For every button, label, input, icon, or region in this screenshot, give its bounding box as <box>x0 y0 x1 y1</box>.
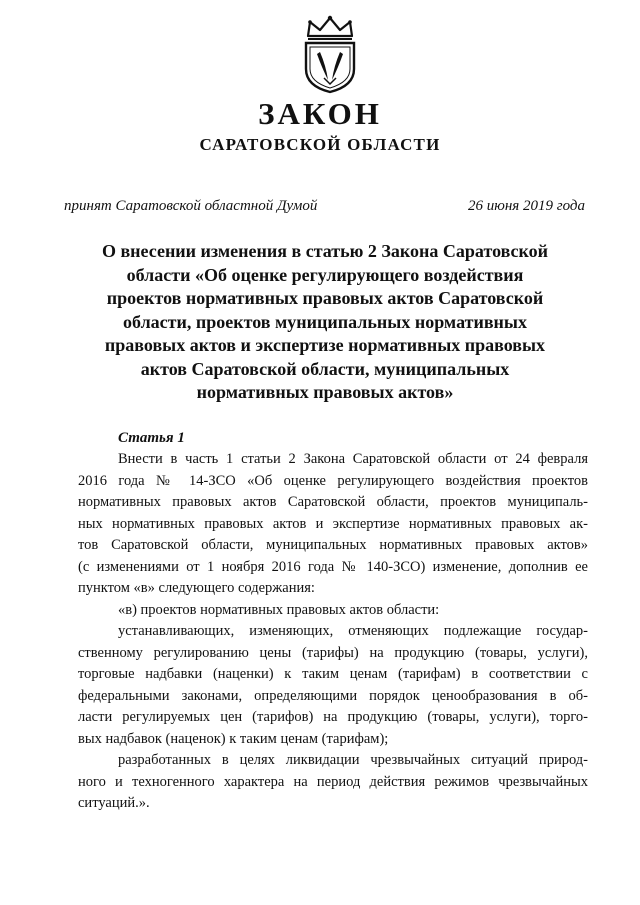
heading-line: нормативных правовых актов» <box>196 382 454 402</box>
article-line: торговые надбавки (наценки) к таким ценам (тарифам) в соответствии с <box>78 666 588 682</box>
article-line: «в) проектов нормативных правовых актов области: <box>118 601 440 618</box>
law-heading <box>60 240 590 405</box>
heading-line: области «Об оценке регулирующего воздействия <box>126 264 524 285</box>
article-line: 2016 года № 14-ЗСО «Об оценке регулирующего воздействия проектов <box>78 472 588 489</box>
article-line: ситуаций.». <box>78 795 150 811</box>
heading-line: правовых актов и экспертизе нормативных правовых <box>104 335 546 355</box>
article-line: пунктом «в» следующего содержания: <box>78 580 315 596</box>
adoption-date: 26 июня 2019 года <box>468 198 585 214</box>
heading-line: О внесении изменения в статью 2 Закона Саратовской <box>101 241 549 261</box>
article-line: устанавливающих, изменяющих, отменяющих подлежащие государ- <box>118 623 588 639</box>
heading-line: области, проектов муниципальных нормативных <box>123 311 527 332</box>
heading-line: проектов нормативных правовых актов Саратовской <box>106 288 544 308</box>
article-line: (с изменениями от 1 ноября 2016 года № 140-ЗСО) изменение, дополнив ее <box>78 558 588 575</box>
adoption-body: принят Саратовской областной Думой <box>64 198 318 214</box>
article-line: ласти регулируемых цен (тарифов) на продукцию (товары, услуги), торго- <box>78 709 588 725</box>
article-line: разработанных в целях ликвидации чрезвычайных ситуаций природ- <box>118 752 588 768</box>
heading-line: актов Саратовской области, муниципальных <box>140 358 510 379</box>
article-label: Статья 1 <box>118 430 185 446</box>
coat-of-arms-icon <box>298 14 362 94</box>
article-body <box>78 449 588 815</box>
article-line: федеральными законами, определяющими порядок ценообразования в об- <box>78 687 588 704</box>
article-line: ных нормативных правовых актов и экспертизе нормативных правовых ак- <box>78 515 588 532</box>
law-title: ЗАКОН <box>258 96 382 131</box>
article-line: ного и техногенного характера на период действия режимов чрезвычайных <box>78 773 588 790</box>
article-line: Внести в часть 1 статьи 2 Закона Саратовской области от 24 февраля <box>118 451 588 467</box>
law-region-subtitle: САРАТОВСКОЙ ОБЛАСТИ <box>199 135 441 154</box>
article-line: тов Саратовской области, муниципальных нормативных правовых актов» <box>78 537 588 553</box>
article-line: вых надбавок (наценок) к таким ценам (тарифам); <box>78 730 389 747</box>
article-line: нормативных правовых актов Саратовской области, проектов муниципаль- <box>78 494 588 510</box>
article-line: ственному регулированию цены (тарифы) на продукцию (товары, услуги), <box>78 644 588 661</box>
